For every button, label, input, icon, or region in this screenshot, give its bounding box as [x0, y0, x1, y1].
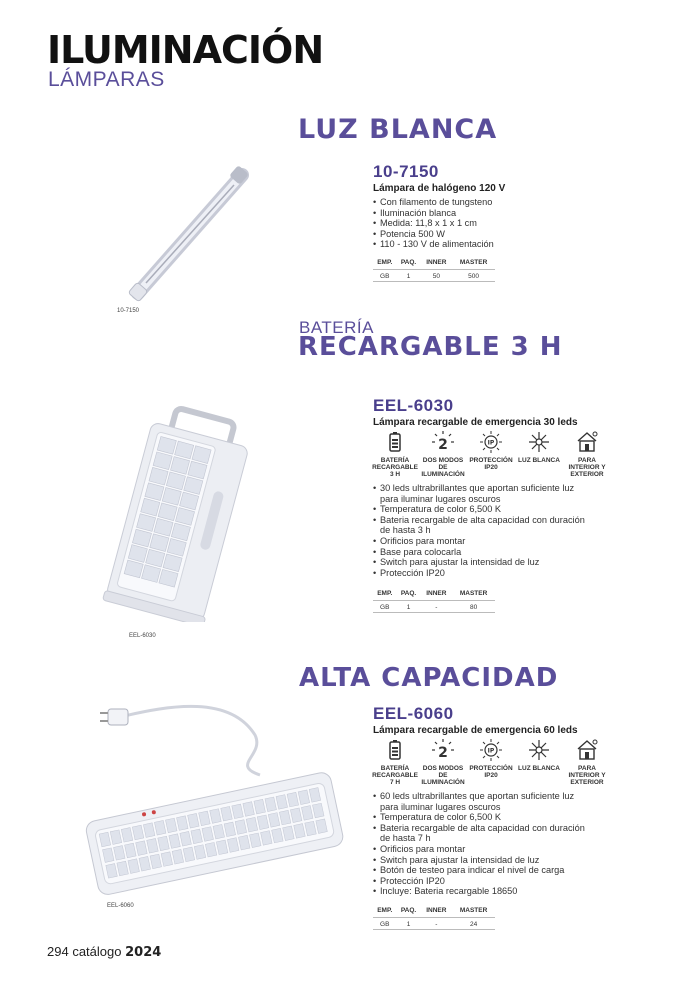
- icon-label: PROTECCIÓN IP20: [469, 457, 513, 471]
- battery-icon: [383, 430, 407, 454]
- feature-list: [373, 483, 588, 578]
- table-cell: 500: [452, 270, 495, 282]
- feature-icon-item: [371, 738, 419, 786]
- table-header: PAQ.: [397, 589, 421, 601]
- catalog-label: catálogo: [72, 944, 122, 959]
- indoor-outdoor-icon: [575, 738, 599, 762]
- catalog-year: 2024: [125, 945, 162, 960]
- list-item: • 60 leds ultrabrillantes que aportan suficiente luz para iluminar lugares oscuros: [373, 791, 593, 812]
- emergency-lamp-30-image: [100, 402, 260, 622]
- feature-icon-item: [563, 738, 611, 786]
- icon-label: DOS MODOS DE ILUMINACIÓN: [421, 765, 465, 786]
- list-item: • Base para colocarla: [373, 547, 588, 558]
- two-modes-icon: [431, 738, 455, 762]
- table-cell: 24: [452, 918, 495, 930]
- feature-icons: [371, 430, 611, 478]
- table-cell: -: [421, 918, 453, 930]
- feature-icon-item: [467, 738, 515, 786]
- table-header: MASTER: [452, 906, 495, 918]
- table-cell: GB: [373, 270, 397, 282]
- white-light-icon: [527, 738, 551, 762]
- icon-label: PARA INTERIOR Y EXTERIOR: [568, 765, 606, 786]
- table-header: MASTER: [452, 589, 495, 601]
- table-header: INNER: [421, 589, 453, 601]
- list-item: • Protección IP20: [373, 568, 588, 579]
- list-item: • Switch para ajustar la intensidad de luz: [373, 557, 588, 568]
- feature-list: [373, 197, 573, 250]
- list-item: • Incluye: Bateria recargable 18650: [373, 886, 593, 897]
- section-heading-alta-capacidad: ALTA CAPACIDAD: [299, 663, 559, 693]
- icon-label: DOS MODOS DE ILUMINACIÓN: [421, 457, 465, 478]
- feature-icon-item: [467, 430, 515, 478]
- list-item: • Bateria recargable de alta capacidad con duración de hasta 3 h: [373, 515, 588, 536]
- table-cell: 80: [452, 601, 495, 613]
- list-item: • Orificios para montar: [373, 536, 588, 547]
- table-header: MASTER: [452, 258, 495, 270]
- feature-icon-item: [371, 430, 419, 478]
- white-light-icon: [527, 430, 551, 454]
- table-cell: 1: [397, 270, 421, 282]
- icon-label: PROTECCIÓN IP20: [469, 765, 513, 779]
- table-header: EMP.: [373, 906, 397, 918]
- product-name: Lámpara recargable de emergencia 30 leds: [373, 417, 578, 428]
- table-header: PAQ.: [397, 258, 421, 270]
- product-name: Lámpara de halógeno 120 V: [373, 183, 506, 194]
- feature-icon-item: [419, 430, 467, 478]
- table-header: EMP.: [373, 258, 397, 270]
- feature-icons: [371, 738, 611, 786]
- section-preheading: BATERÍA: [299, 318, 374, 337]
- page-title: ILUMINACIÓN: [47, 28, 324, 72]
- battery-icon: [383, 738, 407, 762]
- list-item: • Temperatura de color 6,500 K: [373, 812, 593, 823]
- indoor-outdoor-icon: [575, 430, 599, 454]
- list-item: • Switch para ajustar la intensidad de luz: [373, 855, 593, 866]
- list-item: • Temperatura de color 6,500 K: [373, 504, 588, 515]
- table-cell: GB: [373, 918, 397, 930]
- halogen-lamp-image: [108, 165, 258, 305]
- feature-icon-item: [563, 430, 611, 478]
- table-cell: GB: [373, 601, 397, 613]
- ip-protection-icon: [479, 430, 503, 454]
- page-number: 294: [47, 944, 69, 959]
- section-heading-luz-blanca: LUZ BLANCA: [298, 114, 498, 145]
- section-heading-recargable: RECARGABLE 3 H: [298, 332, 563, 362]
- icon-label: BATERÍA RECARGABLE 3 H: [372, 457, 418, 478]
- table-cell: 1: [397, 601, 421, 613]
- table-cell: -: [421, 601, 453, 613]
- table-cell: 1: [397, 918, 421, 930]
- svg-text:IP: IP: [487, 747, 495, 755]
- table-header: PAQ.: [397, 906, 421, 918]
- page-subtitle: LÁMPARAS: [48, 68, 165, 91]
- icon-label: BATERÍA RECARGABLE 7 H: [372, 765, 418, 786]
- list-item: • Protección IP20: [373, 876, 593, 887]
- icon-label: LUZ BLANCA: [518, 765, 560, 772]
- table-header: EMP.: [373, 589, 397, 601]
- list-item: • 30 leds ultrabrillantes que aportan suficiente luz para iluminar lugares oscuros: [373, 483, 588, 504]
- page-footer: [47, 944, 161, 960]
- feature-list: [373, 791, 593, 897]
- list-item: • Iluminación blanca: [373, 208, 573, 219]
- feature-icon-item: [515, 738, 563, 786]
- table-header: INNER: [421, 906, 453, 918]
- svg-text:2: 2: [438, 745, 448, 761]
- list-item: • Bateria recargable de alta capacidad con duración de hasta 7 h: [373, 823, 593, 844]
- list-item: • 110 - 130 V de alimentación: [373, 239, 573, 250]
- table-cell: 50: [421, 270, 453, 282]
- list-item: • Potencia 500 W: [373, 229, 573, 240]
- product-code: EEL-6060: [373, 704, 454, 723]
- ip-protection-icon: [479, 738, 503, 762]
- list-item: • Orificios para montar: [373, 844, 593, 855]
- list-item: • Botón de testeo para indicar el nivel de carga: [373, 865, 593, 876]
- table-header: INNER: [421, 258, 453, 270]
- image-caption: EEL-6060: [107, 903, 134, 909]
- emergency-lamp-60-image: [80, 695, 350, 910]
- packing-table: [373, 906, 495, 930]
- packing-table: [373, 589, 495, 613]
- product-code: 10-7150: [373, 162, 439, 181]
- product-code: EEL-6030: [373, 396, 454, 415]
- product-name: Lámpara recargable de emergencia 60 leds: [373, 725, 578, 736]
- list-item: • Medida: 11,8 x 1 x 1 cm: [373, 218, 573, 229]
- packing-table: [373, 258, 495, 282]
- image-caption: 10-7150: [117, 308, 140, 314]
- feature-icon-item: [515, 430, 563, 478]
- two-modes-icon: [431, 430, 455, 454]
- list-item: • Con filamento de tungsteno: [373, 197, 573, 208]
- feature-icon-item: [419, 738, 467, 786]
- icon-label: PARA INTERIOR Y EXTERIOR: [568, 457, 606, 478]
- image-caption: EEL-6030: [129, 633, 156, 639]
- svg-text:IP: IP: [487, 439, 495, 447]
- icon-label: LUZ BLANCA: [518, 457, 560, 464]
- svg-text:2: 2: [438, 437, 448, 453]
